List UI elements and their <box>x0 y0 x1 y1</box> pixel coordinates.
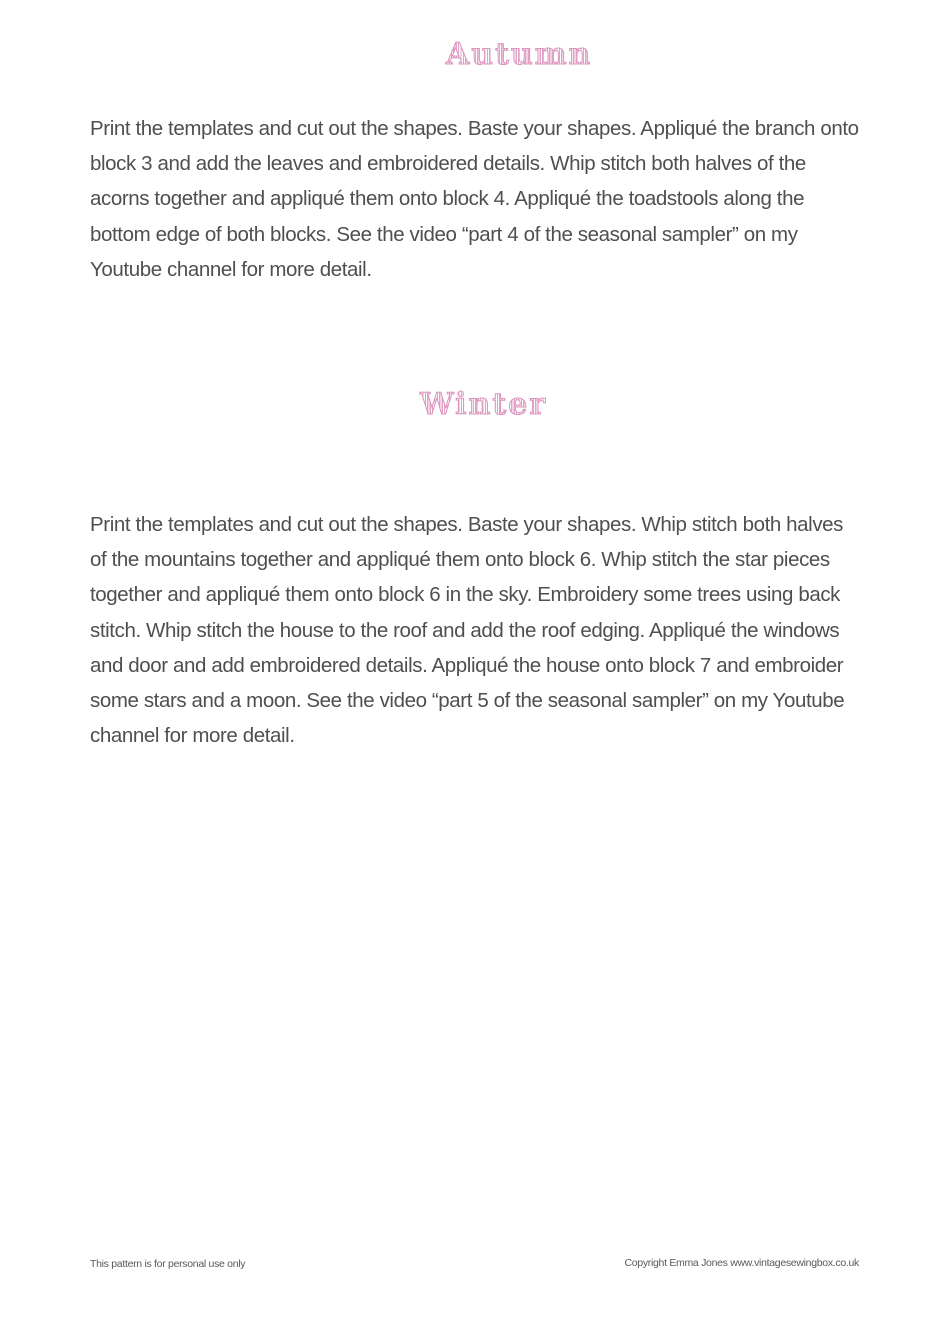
footer-usage-notice: This pattern is for personal use only <box>90 1258 246 1270</box>
winter-instructions: Print the templates and cut out the shapes. Baste your shapes. Whip stitch both halves of the mountains together and appliqué them onto block 6. Whip stitch the star pieces together and appliqué them onto block 6 in the sky. Embroidery some trees using back stitch. Whip stitch the house to the roof and add the roof edging. Appliqué the windows and door and add embroidered details. Appliqué the house onto block 7 and embroider some stars and a moon. See the video “part 5 of the seasonal sampler” on my Youtube channel for more detail. <box>90 513 845 748</box>
autumn-heading: Autumn <box>446 37 593 72</box>
autumn-instructions: Print the templates and cut out the shapes. Baste your shapes. Appliqué the branch onto block 3 and add the leaves and embroidered details. Whip stitch both halves of the acorns together and appliqué them onto block 4. Appliqué the toadstools along the bottom edge of both blocks. See the video “part 4 of the seasonal sampler” on my Youtube channel for more detail. <box>90 117 859 281</box>
winter-heading: Winter <box>420 387 548 422</box>
footer-copyright: Copyright Emma Jones www.vintagesewingbox.co.uk <box>624 1257 859 1269</box>
